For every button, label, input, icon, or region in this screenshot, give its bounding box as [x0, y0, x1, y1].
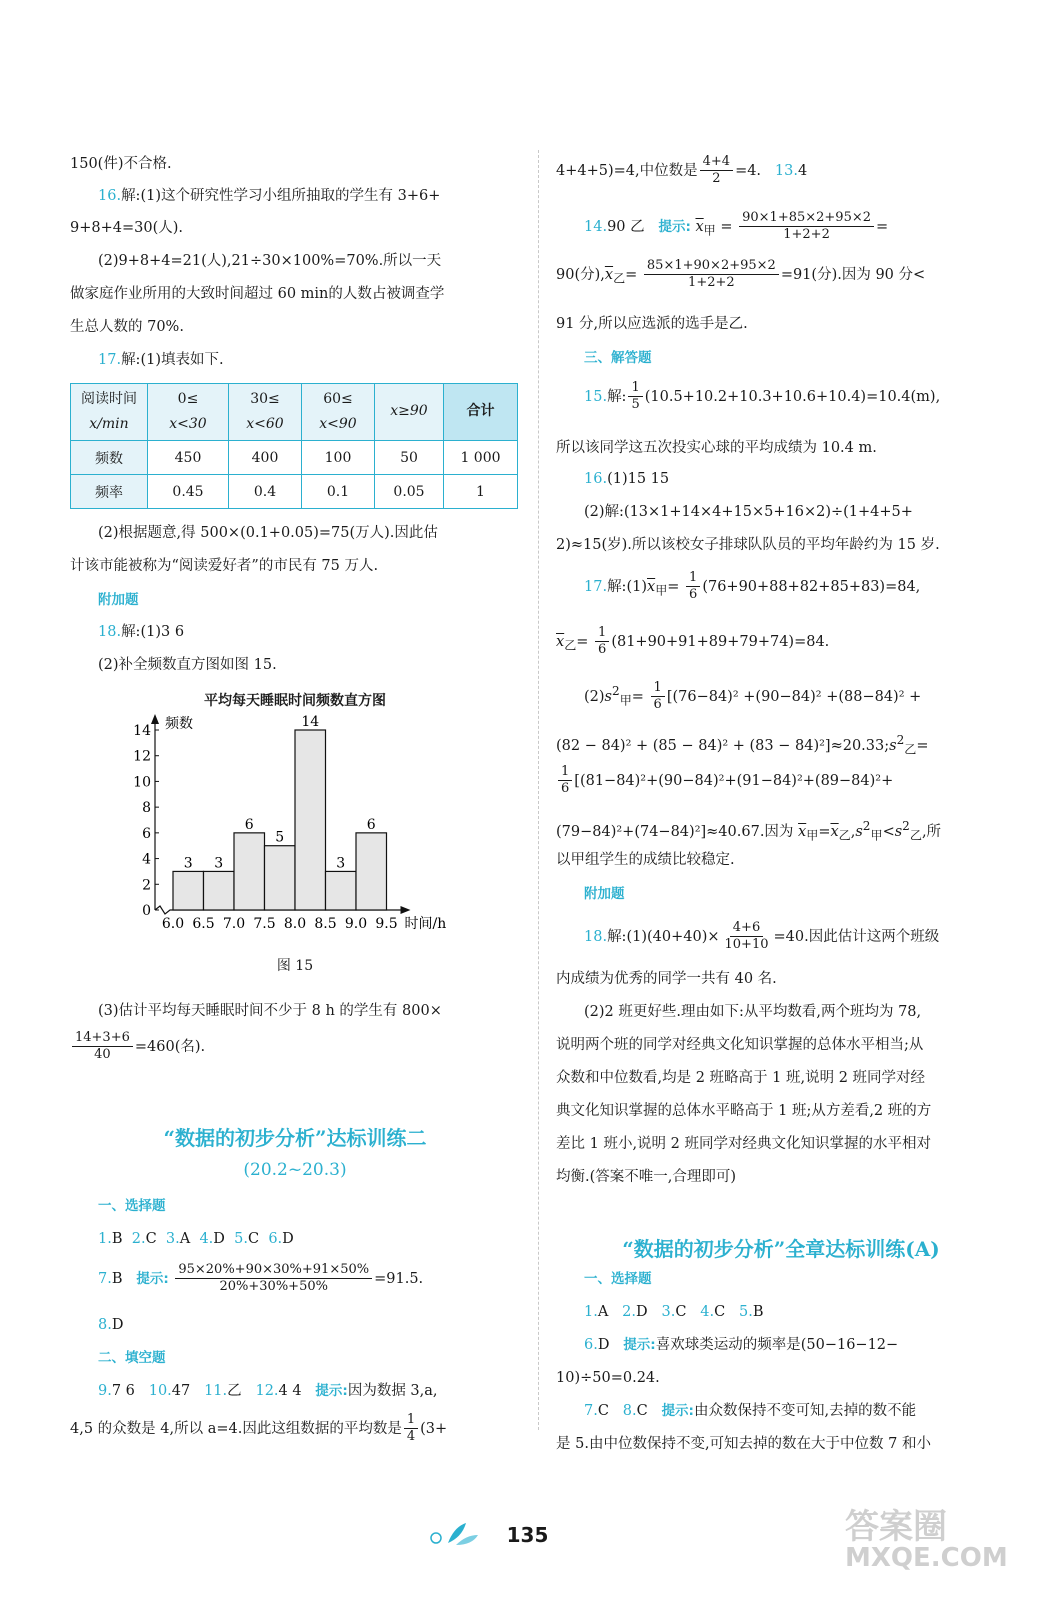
q16-line-3: (2)9+8+4=21(人),21÷30×100%=70%.所以一天: [98, 253, 442, 269]
q18-line-4: $\frac{14+3+6}{40}$ =460(名).: [70, 1030, 205, 1064]
q18-line-7: 差比 1 班小,说明 2 班同学对经典文化知识掌握的水平相对: [556, 1136, 931, 1152]
q18-line-1: 18.解:(1)(40+40)× $\frac{4+6}{10+10}$ =40.因此估计这两个班级: [584, 920, 940, 953]
y-tick-label: 14: [133, 723, 151, 739]
chart-title: 平均每天睡眠时间频数直方图: [204, 693, 386, 709]
choice-heading: 一、选择题: [98, 1198, 166, 1214]
x-axis-label: 时间/h: [404, 916, 447, 932]
bar-value-label: 6: [366, 816, 376, 833]
table-header-total: 合计: [444, 384, 518, 441]
y-tick-label: 2: [142, 877, 151, 894]
q7-line-1: 7.C 8.C 提示:由众数保持不变可知,去掉的数不能: [584, 1403, 917, 1419]
q7-line-2: 是 5.由中位数保持不变,可知去掉的数在大于中位数 7 和小: [556, 1436, 931, 1452]
q18-line-1: 18.解:(1)3 6: [98, 624, 185, 640]
y-tick-label: 8: [142, 800, 151, 817]
bar-value-label: 3: [214, 855, 224, 872]
q17-line-1: 17.解:(1)填表如下.: [98, 352, 224, 368]
choice-heading: 一、选择题: [584, 1271, 652, 1287]
y-tick-label: 10: [133, 774, 151, 791]
q16-line-2: 9+8+4=30(人).: [70, 220, 183, 236]
q6-line-1: 6.D 提示:喜欢球类运动的频率是(50−16−12−: [584, 1337, 899, 1353]
histogram-bar: [295, 730, 326, 910]
histogram-chart: [70, 710, 520, 950]
q16-line-5: 生总人数的 70%.: [70, 319, 184, 335]
q8-line: 8.D: [98, 1317, 124, 1333]
table-header-cell: 60≤ x<90: [302, 384, 375, 441]
histogram-bar: [173, 871, 204, 910]
table-cell: 1 000: [444, 441, 518, 475]
y-axis-arrow: [151, 714, 159, 724]
fill-line-2: 4,5 的众数是 4,所以 a=4.因此这组数据的平均数是 $\frac{1}{4}$ (3+: [70, 1412, 448, 1445]
table-cell: 50: [375, 441, 444, 475]
table-cell: 0.45: [148, 475, 229, 509]
table-header-cell: 30≤ x<60: [229, 384, 302, 441]
section-title: “数据的初步分析”达标训练二: [163, 1126, 427, 1150]
q16-line-4: 做家庭作业所用的大致时间超过 60 min的人数占被调查学: [70, 286, 445, 302]
q17-line-4: $(82 - 84)^2 + (85 - 84)^2 + (83 - 84)^2]\approx 20.33;s^2_乙=$: [556, 733, 929, 757]
bar-value-label: 3: [336, 855, 346, 872]
q6-line-2: 10)÷50=0.24.: [556, 1370, 660, 1386]
q18-line-4: 说明两个班的同学对经典文化知识掌握的总体水平相当;从: [556, 1037, 924, 1053]
table-cell: 0.1: [302, 475, 375, 509]
choice-answers: 1.A 2.D 3.C 4.C 5.B: [584, 1304, 764, 1320]
page-number: 135: [506, 1523, 549, 1547]
table-row: [71, 475, 518, 509]
bar-value-label: 5: [275, 829, 285, 846]
q17-line-3: $(2)s^2_甲=$ $\frac{1}{6}$ [(76−84)² +(90−84)² +(88−84)² +: [584, 680, 922, 713]
table-cell: 400: [229, 441, 302, 475]
x-tick-label: 8.5: [314, 916, 337, 932]
frequency-table: [70, 383, 518, 509]
q18-line-2: (2)补全频数直方图如图 15.: [98, 657, 277, 673]
solve-heading: 三、解答题: [584, 350, 652, 366]
q15-line-2: 所以该同学这五次投实心球的平均成绩为 10.4 m.: [556, 440, 877, 456]
table-row-label: 频率: [71, 475, 148, 509]
x-tick-label: 7.5: [253, 916, 276, 932]
bar-value-label: 14: [301, 714, 320, 730]
q18-line-2: 内成绩为优秀的同学一共有 40 名.: [556, 971, 777, 987]
table-header-cell: x≥90: [375, 384, 444, 441]
q15-line-1: 15.解: $\frac{1}{5}$ (10.5+10.2+10.3+10.6+10.4)=10.4(m),: [584, 380, 941, 413]
histogram-bar: [356, 833, 387, 910]
histogram-bar: [326, 871, 357, 910]
x-tick-label: 9.0: [344, 916, 368, 932]
table-row-label: 频数: [71, 441, 148, 475]
q17-line-6: (79−84)²+(74−84)²]≈40.67.因为 $\overline{x}_甲=\overline{x}_乙,s^2_甲<s^2_乙$,所: [556, 819, 942, 843]
choice-answers: 1.B 2.C 3.A 4.D 5.C 6.D: [98, 1231, 294, 1247]
table-header-cell: 阅读时间 x/min: [71, 384, 148, 441]
q17-line-2: $\overline{x}_乙=$ $\frac{1}{6}$ (81+90+91+89+79+74)=84.: [556, 625, 830, 658]
bar-value-label: 6: [244, 816, 254, 833]
x-axis-arrow: [401, 906, 411, 914]
r-line-1: 4+4+5)=4,中位数是 $\frac{4+4}{2}$ =4. 13.4: [556, 154, 808, 187]
x-tick-label: 9.5: [375, 916, 398, 932]
extra-heading: 附加题: [584, 886, 625, 902]
table-cell: 100: [302, 441, 375, 475]
q17-line-1: 17.解$:(1)\overline{x}_甲=$ $\frac{1}{6}$ (76+90+88+82+85+83)=84,: [584, 570, 921, 603]
x-tick-label: 6.0: [161, 916, 185, 932]
q18-line-8: 均衡.(答案不唯一,合理即可): [556, 1169, 737, 1185]
x-tick-label: 6.5: [192, 916, 215, 932]
q16-line-1: 16.解:(1)这个研究性学习小组所抽取的学生有 3+6+: [98, 188, 441, 204]
y-axis-label: 频数: [165, 716, 193, 732]
fill-heading: 二、填空题: [98, 1350, 166, 1366]
x-tick-label: 7.0: [222, 916, 246, 932]
text-line: 150(件)不合格.: [70, 156, 172, 172]
section-subtitle: (20.2~20.3): [243, 1160, 347, 1180]
table-cell: 450: [148, 441, 229, 475]
q17-line-2: (2)根据题意,得 500×(0.1+0.05)=75(万人).因此估: [98, 525, 438, 541]
histogram-bar: [204, 871, 235, 910]
y-tick-label: 4: [142, 851, 151, 868]
extra-heading: 附加题: [98, 592, 139, 608]
y-tick-label: 6: [142, 825, 151, 842]
x-tick-label: 8.0: [283, 916, 307, 932]
histogram-bar: [265, 846, 296, 910]
column-divider: [538, 150, 539, 1430]
q17-line-7: 以甲组学生的成绩比较稳定.: [556, 852, 735, 868]
q14-line-3: 91 分,所以应选派的选手是乙.: [556, 316, 748, 332]
table-cell: 0.4: [229, 475, 302, 509]
q17-line-5: $\frac{1}{6}$ [(81−84)²+(90−84)²+(91−84)²+(89−84)²+: [556, 764, 893, 798]
y-tick-label: 12: [133, 748, 151, 765]
section-title: “数据的初步分析”全章达标训练(A): [622, 1237, 940, 1261]
q7-line: 7.B 提示: $\frac{95\times 20\%+90\times 30\%+91\times 50\%}{20\%+30\%+50\%}$ =91.5.: [98, 1262, 424, 1295]
table-header-row: [71, 384, 518, 441]
q16-line-2: (2)解:(13×1+14×4+15×5+16×2)÷(1+4+5+: [584, 504, 913, 520]
table-header-cell: 0≤ x<30: [148, 384, 229, 441]
q16-line-3: 2)≈15(岁).所以该校女子排球队队员的平均年龄约为 15 岁.: [556, 537, 940, 553]
q18-line-6: 典文化知识掌握的总体水平略高于 1 班;从方差看,2 班的方: [556, 1103, 932, 1119]
table-row: [71, 441, 518, 475]
q16-line-1: 16.(1)15 15: [584, 471, 670, 487]
table-cell: 1: [444, 475, 518, 509]
histogram-bar: [234, 833, 265, 910]
q18-line-3: (2)2 班更好些.理由如下:从平均数看,两个班均为 78,: [584, 1004, 922, 1020]
q14-line-1: 14.90 乙 提示: $\overline{x}_甲$ = $\frac{90\times 1+85\times 2+95\times 2}{1+2+2}$ =: [584, 210, 889, 243]
figure-label: 图 15: [276, 958, 314, 974]
table-cell: 0.05: [375, 475, 444, 509]
q18-line-3: (3)估计平均每天睡眠时间不少于 8 h 的学生有 800×: [98, 1003, 442, 1019]
q18-line-5: 众数和中位数看,均是 2 班略高于 1 班,说明 2 班同学对经: [556, 1070, 926, 1086]
bar-value-label: 3: [183, 855, 193, 872]
y-tick-label: 0: [142, 903, 151, 919]
fill-line-1: 9.7 6 10.47 11.乙 12.4 4 提示:因为数据 3,a,: [98, 1383, 438, 1399]
q17-line-3: 计该市能被称为“阅读爱好者”的市民有 75 万人.: [70, 558, 379, 574]
watermark-logo: 答案圈 MXQE.COM: [845, 1507, 1008, 1573]
q14-line-2: 90(分)$,\overline{x}_乙=$ $\frac{85\times 1+90\times 2+95\times 2}{1+2+2}$ =91(分).因为 90 分<: [556, 258, 926, 291]
